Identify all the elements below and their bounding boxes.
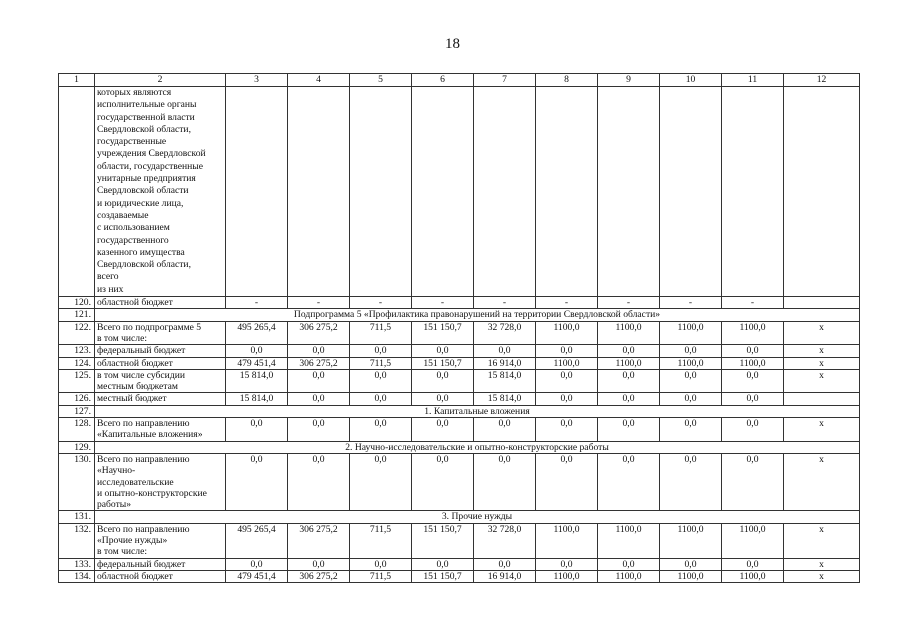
table-row	[59, 558, 860, 570]
row-number	[59, 87, 95, 297]
name-line: в том числе:	[97, 546, 148, 558]
name-line: создаваемые	[97, 209, 149, 221]
row-number: 129.	[59, 441, 95, 453]
value-cell	[536, 87, 598, 297]
value-cell: 0,0	[412, 453, 474, 510]
row-number: 134.	[59, 570, 95, 582]
value-cell: -	[660, 297, 722, 309]
value-cell: 0,0	[412, 393, 474, 405]
section-row	[59, 405, 860, 417]
name-line: государственные	[97, 136, 167, 148]
table-row	[59, 523, 860, 558]
value-cell: 151 150,7	[412, 523, 474, 558]
table-row	[59, 570, 860, 582]
row-name	[95, 453, 226, 510]
name-line: Всего по подпрограмме 5	[97, 321, 202, 333]
section-title: 3. Прочие нужды	[95, 511, 860, 523]
value-cell: -	[288, 297, 350, 309]
value-cell: 0,0	[536, 418, 598, 442]
name-line: «Прочие нужды»	[97, 534, 168, 546]
value-cell: -	[598, 297, 660, 309]
header-cell: 8	[536, 74, 598, 87]
table-row	[59, 453, 860, 510]
value-cell: 0,0	[536, 369, 598, 393]
row-name	[95, 297, 226, 309]
row-name	[95, 418, 226, 442]
value-cell: 0,0	[536, 345, 598, 357]
value-cell: 0,0	[226, 453, 288, 510]
row-name	[95, 87, 226, 297]
value-cell: 0,0	[722, 345, 784, 357]
name-line: областной бюджет	[97, 357, 173, 369]
row-number: 132.	[59, 523, 95, 558]
name-line: всего	[97, 271, 119, 283]
row-number: 127.	[59, 405, 95, 417]
value-cell: х	[784, 418, 860, 442]
value-cell: 0,0	[474, 345, 536, 357]
section-title: 1. Капитальные вложения	[95, 405, 860, 417]
value-cell	[226, 87, 288, 297]
value-cell: -	[350, 297, 412, 309]
row-name	[95, 570, 226, 582]
value-cell: 0,0	[660, 393, 722, 405]
value-cell: -	[722, 297, 784, 309]
value-cell: -	[226, 297, 288, 309]
name-line: Всего по направлению	[97, 523, 190, 535]
value-cell: 0,0	[722, 418, 784, 442]
value-cell: 306 275,2	[288, 321, 350, 345]
section-row	[59, 309, 860, 321]
value-cell: -	[474, 297, 536, 309]
row-name	[95, 558, 226, 570]
value-cell: 0,0	[660, 345, 722, 357]
table-row	[59, 357, 860, 369]
name-line: с использованием	[97, 222, 170, 234]
value-cell: 0,0	[598, 369, 660, 393]
value-cell: 0,0	[288, 345, 350, 357]
page-number: 18	[445, 36, 460, 52]
header-cell: 11	[722, 74, 784, 87]
value-cell: 1100,0	[660, 357, 722, 369]
value-cell: 15 814,0	[474, 393, 536, 405]
row-name	[95, 345, 226, 357]
header-cell: 1	[59, 74, 95, 87]
value-cell: 0,0	[350, 393, 412, 405]
value-cell: 0,0	[598, 453, 660, 510]
value-cell	[784, 87, 860, 297]
name-line: местный бюджет	[97, 393, 167, 405]
value-cell: 711,5	[350, 357, 412, 369]
value-cell: 0,0	[226, 418, 288, 442]
value-cell: х	[784, 345, 860, 357]
header-cell: 12	[784, 74, 860, 87]
value-cell: 1100,0	[660, 523, 722, 558]
value-cell: 15 814,0	[474, 369, 536, 393]
value-cell: 1100,0	[722, 570, 784, 582]
name-line: «Научно-	[97, 465, 136, 477]
value-cell: х	[784, 369, 860, 393]
value-cell: 0,0	[350, 369, 412, 393]
row-number: 128.	[59, 418, 95, 442]
name-line: Свердловской области,	[97, 123, 191, 135]
value-cell: 0,0	[412, 369, 474, 393]
value-cell: 1100,0	[536, 357, 598, 369]
row-number: 126.	[59, 393, 95, 405]
value-cell: 1100,0	[598, 321, 660, 345]
value-cell: х	[784, 558, 860, 570]
value-cell: 15 814,0	[226, 393, 288, 405]
row-number: 131.	[59, 511, 95, 523]
value-cell: 0,0	[598, 558, 660, 570]
header-cell: 10	[660, 74, 722, 87]
name-line: работы»	[97, 499, 132, 511]
name-line: государственного	[97, 234, 169, 246]
value-cell: 0,0	[660, 418, 722, 442]
value-cell: 0,0	[350, 558, 412, 570]
value-cell: 0,0	[288, 393, 350, 405]
value-cell: 306 275,2	[288, 523, 350, 558]
header-cell: 7	[474, 74, 536, 87]
row-number: 120.	[59, 297, 95, 309]
value-cell: -	[536, 297, 598, 309]
row-number: 121.	[59, 309, 95, 321]
table-row	[59, 321, 860, 345]
value-cell	[598, 87, 660, 297]
table-body	[59, 74, 860, 583]
header-cell: 5	[350, 74, 412, 87]
section-row	[59, 441, 860, 453]
name-line: унитарные предприятия	[97, 173, 196, 185]
budget-table	[58, 73, 860, 583]
value-cell	[412, 87, 474, 297]
value-cell: 1100,0	[536, 523, 598, 558]
value-cell: 32 728,0	[474, 321, 536, 345]
name-line: Всего по направлению	[97, 418, 190, 430]
name-line: учреждения Свердловской	[97, 148, 206, 160]
value-cell: х	[784, 570, 860, 582]
value-cell: 0,0	[474, 453, 536, 510]
row-number: 122.	[59, 321, 95, 345]
name-line: области, государственные	[97, 160, 204, 172]
value-cell: 711,5	[350, 570, 412, 582]
value-cell: 0,0	[412, 418, 474, 442]
value-cell	[288, 87, 350, 297]
value-cell: х	[784, 523, 860, 558]
value-cell: 0,0	[660, 453, 722, 510]
value-cell: 306 275,2	[288, 357, 350, 369]
name-line: Всего по направлению	[97, 453, 190, 465]
value-cell: 1100,0	[536, 570, 598, 582]
value-cell: 0,0	[598, 418, 660, 442]
value-cell: 495 265,4	[226, 523, 288, 558]
value-cell: 151 150,7	[412, 357, 474, 369]
value-cell: 0,0	[660, 369, 722, 393]
value-cell: 1100,0	[660, 321, 722, 345]
value-cell: 0,0	[722, 369, 784, 393]
value-cell: 0,0	[536, 453, 598, 510]
value-cell: 16 914,0	[474, 570, 536, 582]
name-line: исследовательские	[97, 476, 174, 488]
header-cell: 6	[412, 74, 474, 87]
value-cell: 479 451,4	[226, 570, 288, 582]
header-cell: 4	[288, 74, 350, 87]
name-line: и опытно-конструкторские	[97, 487, 207, 499]
name-line: государственной власти	[97, 111, 195, 123]
value-cell: 15 814,0	[226, 369, 288, 393]
value-cell: 1100,0	[598, 357, 660, 369]
header-cell: 3	[226, 74, 288, 87]
value-cell: 0,0	[226, 345, 288, 357]
value-cell: х	[784, 453, 860, 510]
value-cell: 0,0	[350, 345, 412, 357]
row-name	[95, 357, 226, 369]
value-cell: 306 275,2	[288, 570, 350, 582]
value-cell: 1100,0	[722, 357, 784, 369]
value-cell: 0,0	[350, 453, 412, 510]
header-cell: 9	[598, 74, 660, 87]
value-cell: 0,0	[660, 558, 722, 570]
row-number: 133.	[59, 558, 95, 570]
section-row	[59, 511, 860, 523]
name-line: из них	[97, 283, 124, 295]
value-cell: 1100,0	[660, 570, 722, 582]
header-row	[59, 74, 860, 87]
value-cell: 0,0	[412, 558, 474, 570]
value-cell: 0,0	[722, 393, 784, 405]
value-cell: 0,0	[288, 418, 350, 442]
value-cell: 32 728,0	[474, 523, 536, 558]
name-line: федеральный бюджет	[97, 558, 186, 570]
table-row	[59, 297, 860, 309]
value-cell: 0,0	[722, 453, 784, 510]
name-line: «Капитальные вложения»	[97, 429, 203, 441]
value-cell: х	[784, 321, 860, 345]
value-cell: 1100,0	[722, 523, 784, 558]
value-cell: 0,0	[474, 558, 536, 570]
value-cell: 0,0	[598, 345, 660, 357]
value-cell: 0,0	[288, 558, 350, 570]
row-number: 123.	[59, 345, 95, 357]
table-row	[59, 369, 860, 393]
name-line: и юридические лица,	[97, 197, 184, 209]
value-cell: 0,0	[598, 393, 660, 405]
table-row	[59, 393, 860, 405]
value-cell: 1100,0	[722, 321, 784, 345]
value-cell: 0,0	[474, 418, 536, 442]
name-line: местным бюджетам	[97, 381, 178, 393]
value-cell: 0,0	[412, 345, 474, 357]
row-number: 125.	[59, 369, 95, 393]
name-line: казенного имущества	[97, 246, 185, 258]
table-row	[59, 87, 860, 297]
value-cell: 1100,0	[536, 321, 598, 345]
value-cell: -	[412, 297, 474, 309]
name-line: Свердловской области,	[97, 259, 191, 271]
value-cell: 0,0	[226, 558, 288, 570]
value-cell: 0,0	[536, 558, 598, 570]
table-row	[59, 418, 860, 442]
value-cell: х	[784, 357, 860, 369]
header-cell: 2	[95, 74, 226, 87]
row-name	[95, 321, 226, 345]
value-cell: 0,0	[722, 558, 784, 570]
value-cell	[660, 87, 722, 297]
value-cell: 151 150,7	[412, 321, 474, 345]
row-name	[95, 393, 226, 405]
value-cell: 0,0	[288, 369, 350, 393]
value-cell	[474, 87, 536, 297]
value-cell: 711,5	[350, 321, 412, 345]
name-line: которых являются	[97, 87, 172, 98]
name-line: областной бюджет	[97, 297, 173, 309]
row-number: 124.	[59, 357, 95, 369]
value-cell	[784, 393, 860, 405]
value-cell: 711,5	[350, 523, 412, 558]
section-title: Подпрограмма 5 «Профилактика правонарушений на территории Свердловской области»	[95, 309, 860, 321]
value-cell: 479 451,4	[226, 357, 288, 369]
value-cell	[350, 87, 412, 297]
value-cell: 0,0	[288, 453, 350, 510]
value-cell: 0,0	[536, 393, 598, 405]
name-line: в том числе:	[97, 332, 148, 344]
value-cell	[784, 297, 860, 309]
name-line: федеральный бюджет	[97, 345, 186, 357]
name-line: областной бюджет	[97, 570, 173, 582]
value-cell: 151 150,7	[412, 570, 474, 582]
value-cell: 1100,0	[598, 570, 660, 582]
row-name	[95, 369, 226, 393]
value-cell	[722, 87, 784, 297]
name-line: исполнительные органы	[97, 99, 197, 111]
value-cell: 1100,0	[598, 523, 660, 558]
name-line: Свердловской области	[97, 185, 189, 197]
table-row	[59, 345, 860, 357]
name-line: в том числе субсидии	[97, 369, 185, 381]
row-name	[95, 523, 226, 558]
value-cell: 0,0	[350, 418, 412, 442]
section-title: 2. Научно-исследовательские и опытно-конструкторские работы	[95, 441, 860, 453]
row-number: 130.	[59, 453, 95, 510]
value-cell: 16 914,0	[474, 357, 536, 369]
value-cell: 495 265,4	[226, 321, 288, 345]
